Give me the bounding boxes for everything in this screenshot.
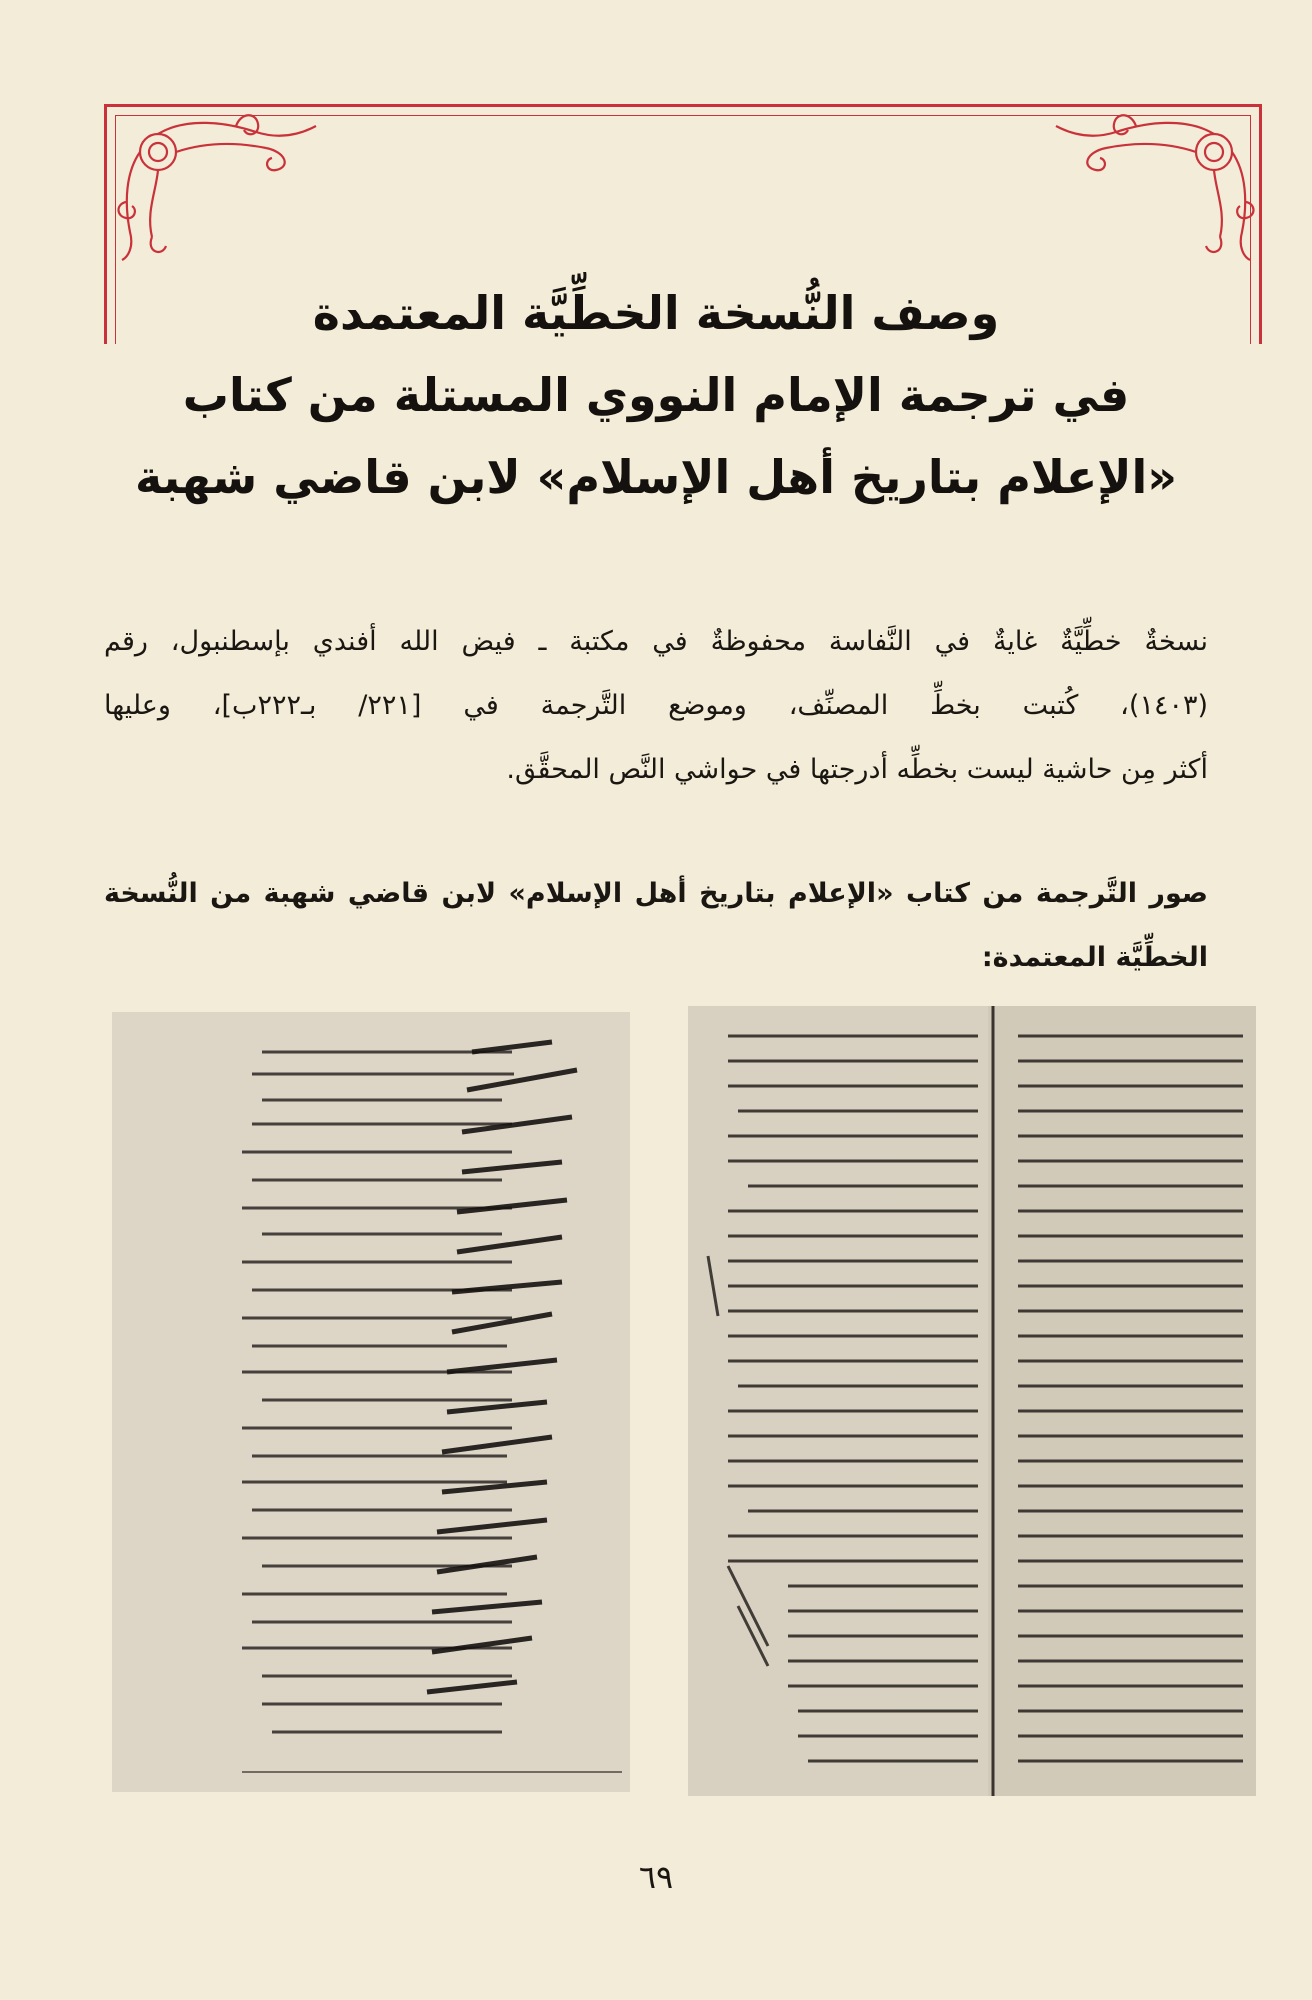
manuscript-image-right [688,1006,1256,1796]
page-title [130,272,1182,518]
caption-line: صور التَّرجمة من كتاب «الإعلام بتاريخ أهل الإسلام» لابن قاضي شهبة من النُّسخة [104,878,1208,909]
floral-ornament-icon [1046,112,1256,262]
title-line: «الإعلام بتاريخ أهل الإسلام» لابن قاضي شهبة [134,450,1178,504]
images-caption [104,862,1208,990]
manuscript-page-image [112,1012,630,1792]
title-line: وصف النُّسخة الخطِّيَّة المعتمدة [312,286,1000,340]
manuscript-page-image [688,1006,1256,1796]
paragraph-line: نسخةٌ خطِّيَّةٌ غايةٌ في النَّفاسة محفوظةٌ في مكتبة ـ فيض الله أفندي بإسطنبول، رقم [104,626,1208,657]
description-paragraph [104,610,1208,802]
title-line: في ترجمة الإمام النووي المستلة من كتاب [182,368,1130,422]
floral-ornament-icon [116,112,326,262]
manuscript-image-left [112,1012,630,1792]
page-number: ٦٩ [638,1858,674,1896]
caption-line: الخطِّيَّة المعتمدة: [981,942,1208,973]
paragraph-line: أكثر مِن حاشية ليست بخطِّه أدرجتها في حواشي النَّص المحقَّق. [506,754,1208,785]
paragraph-line: (١٤٠٣)، كُتبت بخطِّ المصنِّف، وموضع التَّرجمة في [٢٢١/ بـ٢٢٢ب]، وعليها [104,690,1208,721]
